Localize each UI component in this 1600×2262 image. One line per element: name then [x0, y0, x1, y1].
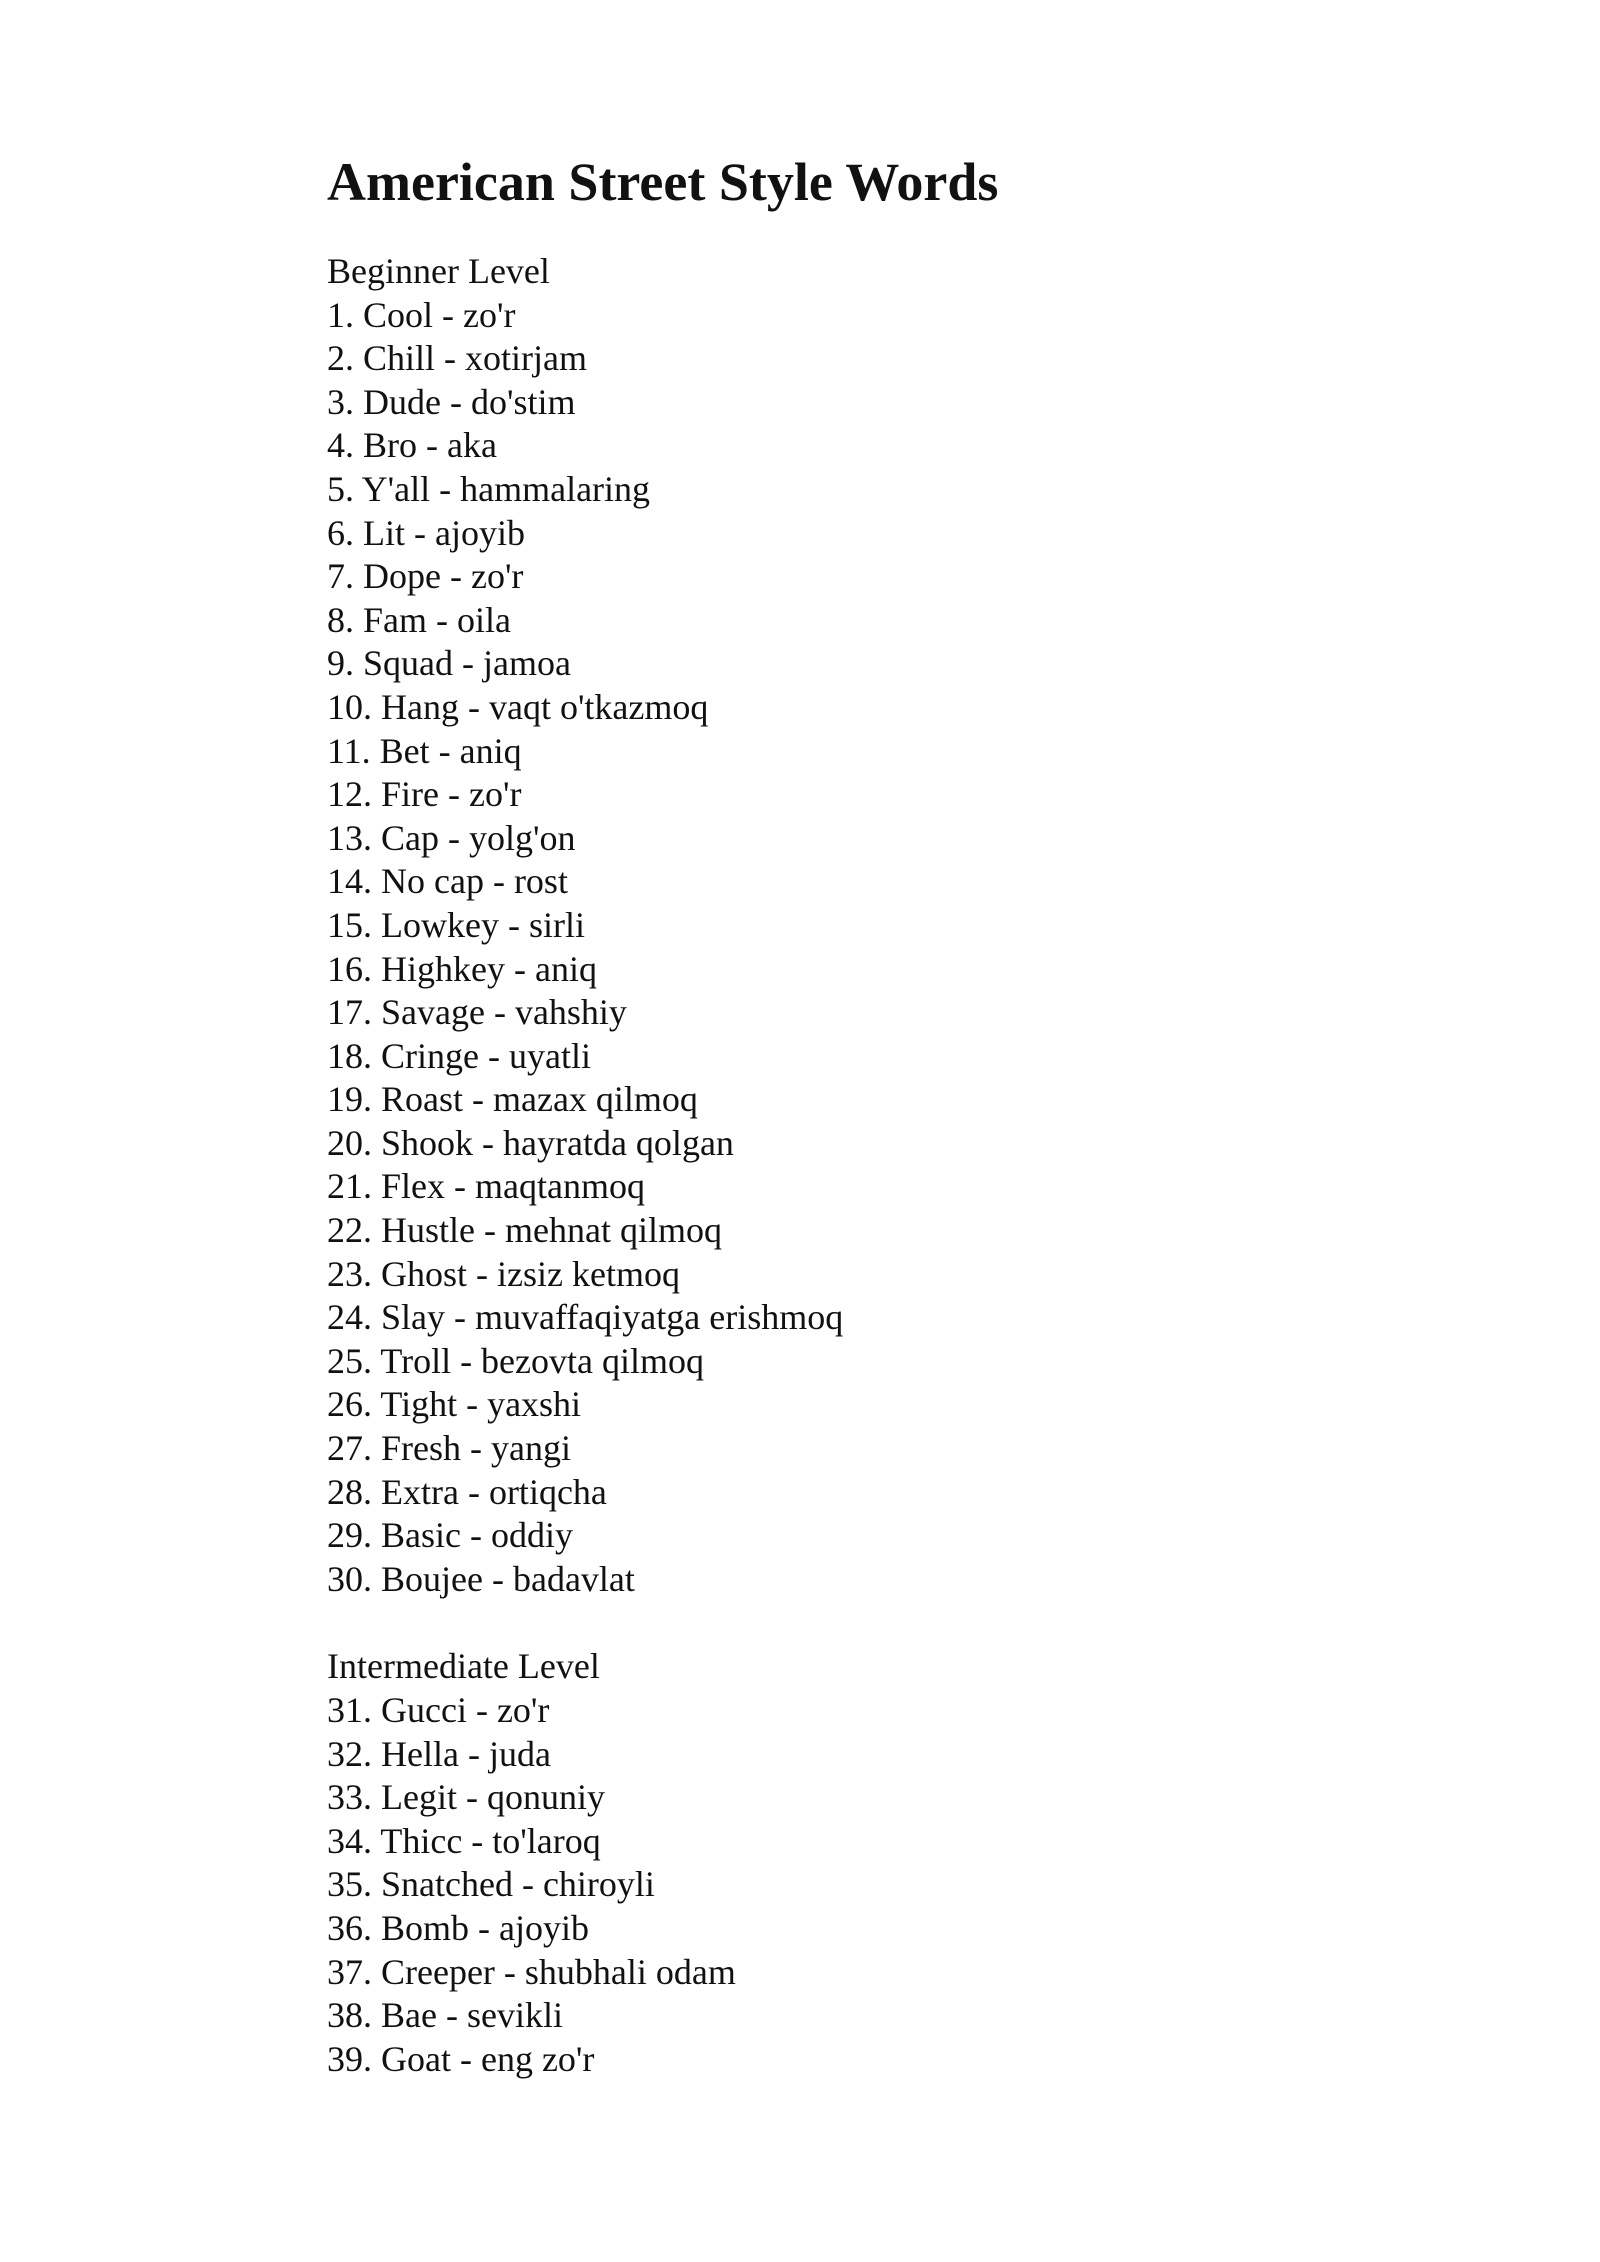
section-beginner-level: [327, 250, 1507, 1601]
list-item: 18. Cringe - uyatli: [327, 1035, 591, 1076]
list-item: 30. Boujee - badavlat: [327, 1558, 635, 1599]
list-item: 3. Dude - do'stim: [327, 381, 576, 422]
list-item: 25. Troll - bezovta qilmoq: [327, 1340, 704, 1381]
list-item: 34. Thicc - to'laroq: [327, 1820, 601, 1861]
list-item: 29. Basic - oddiy: [327, 1515, 573, 1556]
list-item: 1. Cool - zo'r: [327, 294, 516, 335]
list-item: 19. Roast - mazax qilmoq: [327, 1079, 698, 1120]
list-item: 21. Flex - maqtanmoq: [327, 1166, 645, 1207]
list-item: 9. Squad - jamoa: [327, 643, 571, 684]
list-item: 20. Shook - hayratda qolgan: [327, 1122, 734, 1163]
list-item: 10. Hang - vaqt o'tkazmoq: [327, 686, 709, 727]
list-item: 33. Legit - qonuniy: [327, 1777, 605, 1818]
list-item: 38. Bae - sevikli: [327, 1995, 563, 2036]
list-item: 6. Lit - ajoyib: [327, 512, 525, 553]
list-item: 22. Hustle - mehnat qilmoq: [327, 1210, 722, 1251]
section-intermediate-level: [327, 1645, 1507, 2081]
list-item: 4. Bro - aka: [327, 425, 497, 466]
section-heading: Intermediate Level: [327, 1646, 600, 1687]
section-heading: Beginner Level: [327, 251, 550, 291]
list-item: 16. Highkey - aniq: [327, 948, 597, 989]
page-title: American Street Style Words: [327, 152, 999, 212]
list-item: 15. Lowkey - sirli: [327, 904, 585, 945]
list-item: 12. Fire - zo'r: [327, 774, 522, 815]
list-item: 13. Cap - yolg'on: [327, 817, 576, 858]
list-item: 36. Bomb - ajoyib: [327, 1907, 589, 1948]
list-item: 23. Ghost - izsiz ketmoq: [327, 1253, 680, 1294]
list-item: 27. Fresh - yangi: [327, 1428, 571, 1469]
list-item: 35. Snatched - chiroyli: [327, 1864, 655, 1905]
document-page: [327, 150, 1507, 2081]
list-item: 37. Creeper - shubhali odam: [327, 1951, 736, 1992]
list-item: 17. Savage - vahshiy: [327, 992, 627, 1033]
list-item: 8. Fam - oila: [327, 599, 511, 640]
list-item: 14. No cap - rost: [327, 861, 568, 902]
list-item: 39. Goat - eng zo'r: [327, 2038, 595, 2079]
list-item: 26. Tight - yaxshi: [327, 1384, 582, 1425]
list-item: 31. Gucci - zo'r: [327, 1690, 550, 1730]
list-item: 24. Slay - muvaffaqiyatga erishmoq: [327, 1297, 844, 1338]
list-item: 5. Y'all - hammalaring: [327, 468, 651, 509]
list-item: 7. Dope - zo'r: [327, 556, 524, 597]
list-item: 11. Bet - aniq: [327, 730, 522, 771]
list-item: 32. Hella - juda: [327, 1733, 551, 1774]
list-item: 28. Extra - ortiqcha: [327, 1471, 607, 1512]
list-item: 2. Chill - xotirjam: [327, 338, 587, 379]
